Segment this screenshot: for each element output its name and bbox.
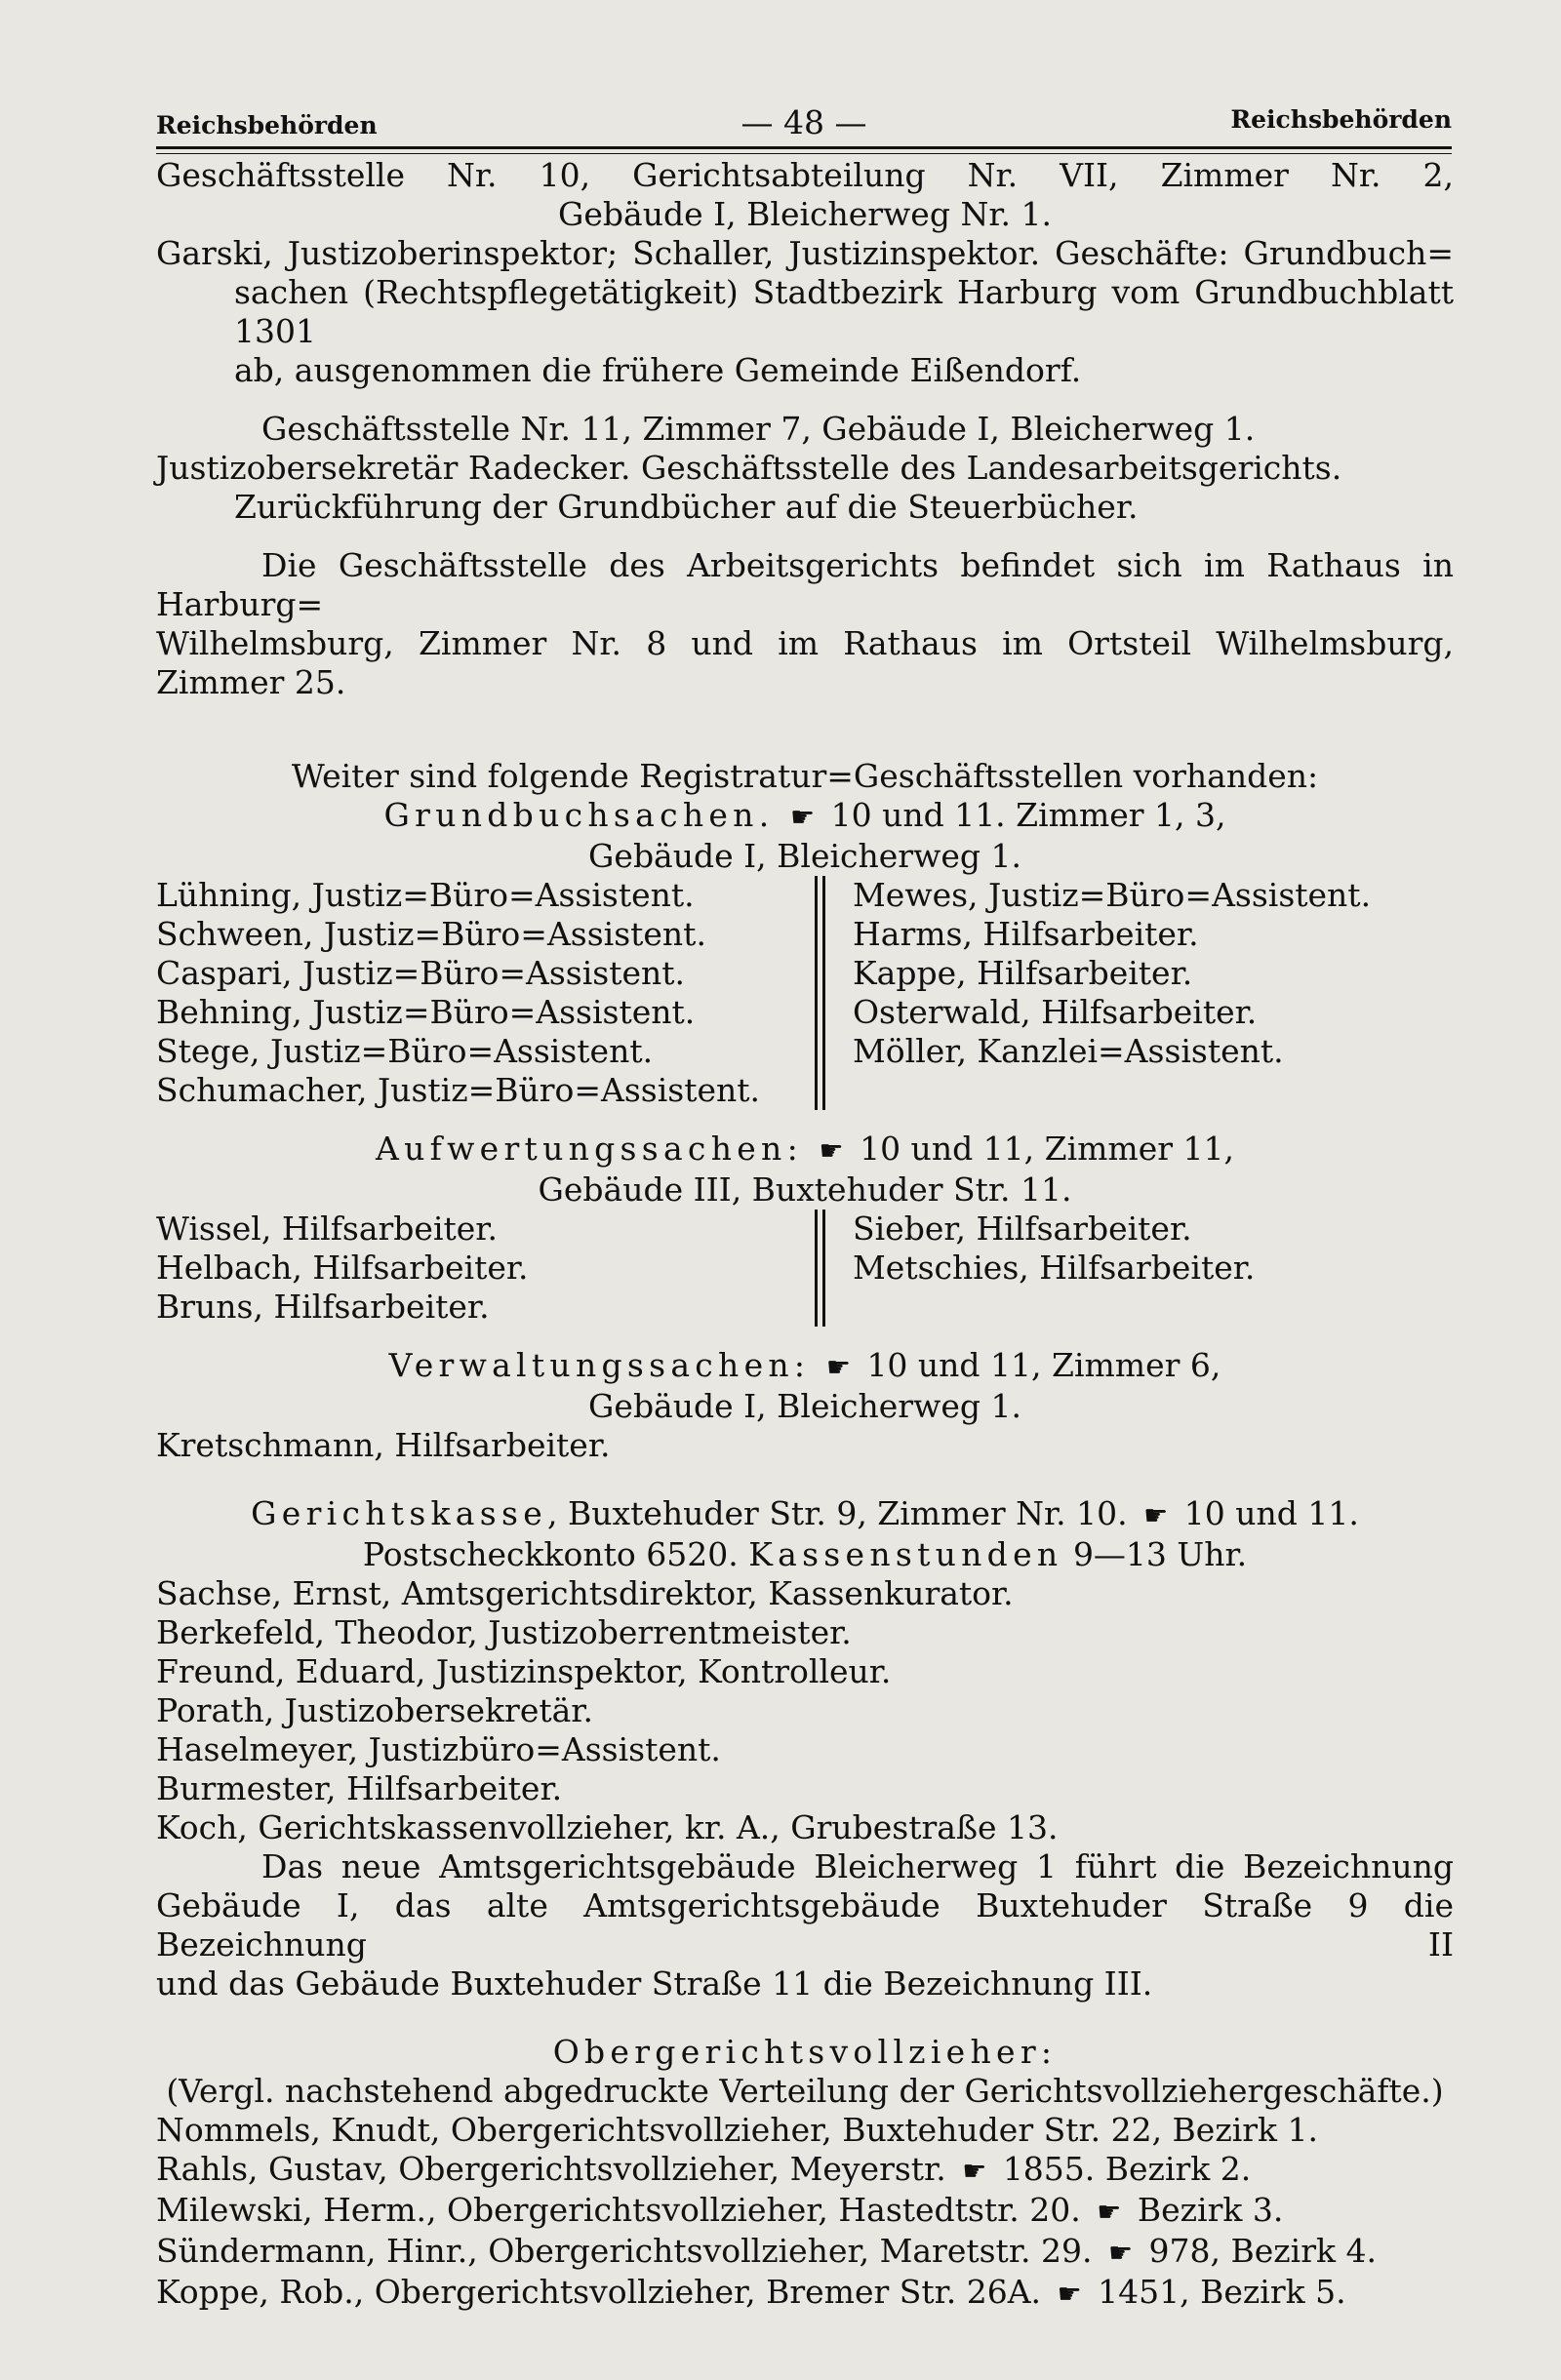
grundbuch-staff-columns	[156, 876, 1454, 1110]
verwaltung-heading	[156, 1346, 1454, 1387]
running-head-right: Reichsbehörden	[1230, 105, 1452, 134]
staff-entry: Kappe, Hilfsarbeiter.	[853, 954, 1193, 992]
s2-line2: Justizobersekretär Radecker. Geschäftsstelle des Landesarbeitsgerichts.	[156, 449, 1342, 487]
s1-line5: ab, ausgenommen die frühere Gemeinde Eißendorf.	[234, 351, 1082, 389]
staff-entry: Bruns, Hilfsarbeiter.	[156, 1288, 490, 1326]
gebaeude-line1: Das neue Amtsgerichtsgebäude Bleicherweg 1 führt die Bezeichnung	[261, 1847, 1454, 1885]
ogv-entry-text: Rahls, Gustav, Obergerichtsvollzieher, Meyerstr.	[156, 2150, 946, 2188]
page-header	[156, 103, 1452, 142]
spacer	[156, 1110, 1454, 1130]
staff-entry: Schumacher, Justiz=Büro=Assistent.	[156, 1071, 761, 1109]
grundbuch-building: Gebäude I, Bleicherweg 1.	[588, 837, 1021, 875]
kasse-address: , Buxtehuder Str. 9, Zimmer Nr. 10.	[547, 1494, 1128, 1532]
column-divider	[815, 876, 825, 1110]
ogv-entry-district: Bezirk 3.	[1137, 2191, 1284, 2229]
header-rule-thin	[156, 153, 1452, 154]
ogv-entry-text: Koppe, Rob., Obergerichtsvollzieher, Bremer Str. 26A.	[156, 2273, 1042, 2311]
spacer	[156, 527, 1454, 546]
staff-entry: Behning, Justiz=Büro=Assistent.	[156, 993, 696, 1031]
telephone-hand-icon: ☛	[1097, 2196, 1122, 2228]
verwaltung-phone-rooms: 10 und 11, Zimmer 6,	[866, 1346, 1221, 1384]
ogv-entry	[156, 2111, 1454, 2150]
ogv-entry-text: Sündermann, Hinr., Obergerichtsvollzieher, Maretstr. 29.	[156, 2232, 1093, 2270]
kasse-konto-line	[156, 1535, 1454, 1574]
telephone-hand-icon: ☛	[1107, 2237, 1134, 2269]
page-body	[156, 156, 1454, 2314]
grundbuch-phone-rooms: 10 und 11. Zimmer 1, 3,	[830, 796, 1226, 834]
staff-entry: Harms, Hilfsarbeiter.	[853, 915, 1199, 953]
telephone-hand-icon: ☛	[819, 1134, 844, 1167]
aufwertung-building: Gebäude III, Buxtehuder Str. 11.	[538, 1170, 1072, 1209]
staff-entry: Wissel, Hilfsarbeiter.	[156, 1210, 498, 1248]
staff-entry: Mewes, Justiz=Büro=Assistent.	[853, 876, 1372, 914]
staff-entry: Koch, Gerichtskassenvollzieher, kr. A., Grubestraße 13.	[156, 1808, 1059, 1846]
verwaltung-building: Gebäude I, Bleicherweg 1.	[588, 1387, 1021, 1425]
ogv-note: (Vergl. nachstehend abgedruckte Verteilung der Gerichtsvollziehergeschäfte.)	[166, 2072, 1444, 2110]
telephone-hand-icon: ☛	[1143, 1499, 1169, 1531]
s1-line2: Gebäude I, Bleicherweg Nr. 1.	[558, 195, 1052, 233]
staff-entry: Metschies, Hilfsarbeiter.	[853, 1249, 1256, 1287]
spacer	[156, 390, 1454, 410]
aufwertung-staff-columns	[156, 1210, 1454, 1327]
ogv-entry-text: Milewski, Herm., Obergerichtsvollzieher, Hastedtstr. 20.	[156, 2191, 1081, 2229]
telephone-hand-icon: ☛	[1057, 2278, 1082, 2310]
ogv-entry	[156, 2273, 1454, 2314]
kasse-stunden: 9—13 Uhr.	[1072, 1535, 1248, 1573]
kasse-phone: 10 und 11.	[1183, 1494, 1359, 1532]
telephone-hand-icon: ☛	[789, 801, 816, 833]
grundbuch-right-column	[853, 876, 1371, 1110]
staff-entry: Sieber, Hilfsarbeiter.	[853, 1210, 1192, 1248]
s3-line3: Zimmer 25.	[156, 663, 346, 701]
spacer	[156, 2003, 1454, 2033]
verwaltung-title: Verwaltungssachen:	[388, 1346, 811, 1384]
gebaeude-line2: Gebäude I, das alte Amtsgerichtsgebäude Buxtehuder Straße 9 die Bezeichnung II	[156, 1886, 1454, 1964]
s1-line4: sachen (Rechtspflegetätigkeit) Stadtbezirk Harburg vom Grundbuchblatt 1301	[234, 273, 1454, 350]
staff-entry: Kretschmann, Hilfsarbeiter.	[156, 1426, 611, 1464]
telephone-hand-icon: ☛	[825, 1351, 851, 1383]
staff-entry: Osterwald, Hilfsarbeiter.	[853, 993, 1258, 1031]
aufwertung-title: Aufwertungssachen:	[376, 1130, 803, 1168]
header-rule-thick	[156, 146, 1452, 149]
grundbuch-left-column	[156, 876, 815, 1110]
s1-line3: Garski, Justizoberinspektor; Schaller, Justizinspektor. Geschäfte: Grundbuch=	[156, 234, 1454, 272]
ogv-entry-district: 1451, Bezirk 5.	[1098, 2273, 1346, 2311]
registratur-intro: Weiter sind folgende Registratur=Geschäftsstellen vorhanden:	[291, 757, 1319, 795]
staff-entry: Freund, Eduard, Justizinspektor, Kontrolleur.	[156, 1652, 892, 1690]
ogv-entry	[156, 2232, 1454, 2273]
grundbuch-heading	[156, 796, 1454, 837]
staff-entry: Lühning, Justiz=Büro=Assistent.	[156, 876, 695, 914]
spacer	[156, 1327, 1454, 1346]
running-head-left: Reichsbehörden	[156, 111, 378, 139]
ogv-entry-text: Nommels, Knudt, Obergerichtsvollzieher, Buxtehuder Str. 22, Bezirk 1.	[156, 2111, 1319, 2149]
ogv-entry	[156, 2150, 1454, 2191]
spacer	[156, 702, 1454, 757]
staff-entry: Stege, Justiz=Büro=Assistent.	[156, 1032, 654, 1070]
s3-line2: Wilhelmsburg, Zimmer Nr. 8 und im Rathaus im Ortsteil Wilhelmsburg,	[156, 624, 1454, 662]
s3-line1: Die Geschäftsstelle des Arbeitsgerichts befindet sich im Rathaus in Harburg=	[156, 546, 1454, 623]
s2-line1: Geschäftsstelle Nr. 11, Zimmer 7, Gebäude I, Bleicherweg 1.	[261, 410, 1256, 448]
s2-line3: Zurückführung der Grundbücher auf die Steuerbücher.	[234, 488, 1139, 526]
staff-entry: Schween, Justiz=Büro=Assistent.	[156, 915, 706, 953]
kasse-konto: Postscheckkonto 6520.	[362, 1535, 739, 1573]
staff-entry: Helbach, Hilfsarbeiter.	[156, 1249, 529, 1287]
gebaeude-line3: und das Gebäude Buxtehuder Straße 11 die Bezeichnung III.	[156, 1964, 1153, 2003]
ogv-entry-district: 978, Bezirk 4.	[1148, 2232, 1377, 2270]
telephone-hand-icon: ☛	[962, 2155, 987, 2187]
aufwertung-phone-rooms: 10 und 11, Zimmer 11,	[860, 1130, 1234, 1168]
s1-line1: Geschäftsstelle Nr. 10, Gerichtsabteilung Nr. VII, Zimmer Nr. 2,	[156, 156, 1454, 194]
kasse-title: Gerichtskasse	[251, 1494, 548, 1532]
ogv-entry-district: 1855. Bezirk 2.	[1002, 2150, 1252, 2188]
kasse-heading	[156, 1494, 1454, 1535]
staff-entry: Sachse, Ernst, Amtsgerichtsdirektor, Kassenkurator.	[156, 1574, 1014, 1612]
ogv-heading: Obergerichtsvollzieher:	[552, 2033, 1058, 2071]
page-number: — 48 —	[740, 103, 867, 141]
grundbuch-title: Grundbuchsachen.	[383, 796, 775, 834]
aufwertung-right-column	[853, 1210, 1255, 1327]
staff-entry: Porath, Justizobersekretär.	[156, 1691, 593, 1729]
staff-entry: Haselmeyer, Justizbüro=Assistent.	[156, 1730, 721, 1768]
spacer	[156, 1465, 1454, 1494]
staff-entry: Caspari, Justiz=Büro=Assistent.	[156, 954, 686, 992]
aufwertung-heading	[156, 1130, 1454, 1170]
aufwertung-left-column	[156, 1210, 815, 1327]
column-divider	[815, 1210, 825, 1327]
kasse-stunden-label: Kassenstunden	[748, 1535, 1063, 1573]
staff-entry: Burmester, Hilfsarbeiter.	[156, 1769, 563, 1807]
staff-entry: Berkefeld, Theodor, Justizoberrentmeister.	[156, 1613, 852, 1651]
ogv-entry	[156, 2191, 1454, 2232]
staff-entry: Möller, Kanzlei=Assistent.	[853, 1032, 1284, 1070]
